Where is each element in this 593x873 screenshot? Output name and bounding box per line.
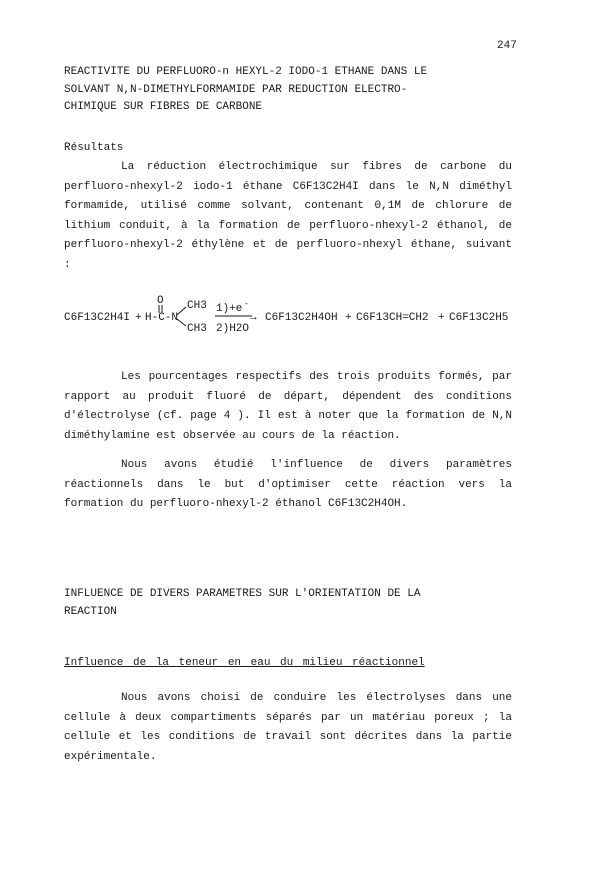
electron-charge: - bbox=[244, 300, 249, 309]
paragraph-percentages bbox=[64, 368, 512, 446]
document-title bbox=[64, 64, 427, 117]
title-line: SOLVANT N,N-DIMETHYLFORMAMIDE PAR REDUCTION ELECTRO- bbox=[64, 83, 408, 96]
paragraph-text: Les pourcentages respectifs des trois produits formés, par rapport au produit fluoré de départ, dépendent des conditions d'électrolyse (cf. page 4 ). Il est à noter que la formation de N,N diméthylamine est observée au cours de la réaction. bbox=[64, 371, 512, 442]
subsection-heading: Influence de la teneur en eau du milieu réactionnel bbox=[64, 657, 425, 669]
paragraph-text: La réduction électrochimique sur fibres de carbone du perfluoro-nhexyl-2 iodo-1 éthane C6F13C2H4I dans le N,N diméthyl formamide, utilisé comme solvant, contenant 0,1M de chlorure de lithium conduit, à la formation de perfluoro-nhexyl-2 éthanol, de perfluoro-nhexyl-2 éthylène et de perfluoro-nhexyl éthane, suivant : bbox=[64, 161, 512, 271]
methyl-group-top: CH3 bbox=[187, 300, 207, 312]
title-line: REACTIVITE DU PERFLUORO-n HEXYL-2 IODO-1 ETHANE DANS LE bbox=[64, 66, 428, 78]
product-alkane: C6F13C2H5 bbox=[449, 312, 509, 324]
reaction-scheme bbox=[64, 293, 524, 343]
paragraph-objective bbox=[64, 456, 512, 515]
resultats-heading: Résultats bbox=[64, 142, 124, 154]
condition-step-1: 1)+e bbox=[216, 303, 243, 315]
bond-line-bottom bbox=[177, 319, 186, 326]
page-number: 247 bbox=[497, 40, 517, 52]
paragraph-text: Nous avons étudié l'influence de divers paramètres réactionnels dans le but d'optimiser cette réaction vers la formation du perfluoro-nhexyl-2 éthanol C6F13C2H4OH. bbox=[64, 459, 512, 510]
section-heading-line: INFLUENCE DE DIVERS PARAMETRES SUR L'ORIENTATION DE LA bbox=[64, 588, 421, 600]
plus-sign: + bbox=[135, 312, 142, 324]
condition-step-2: 2)H2O bbox=[216, 323, 250, 335]
plus-sign: + bbox=[345, 312, 352, 324]
reactant-formula: C6F13C2H4I bbox=[64, 312, 131, 324]
arrow-head: → bbox=[250, 312, 257, 324]
plus-sign: + bbox=[438, 312, 445, 324]
dmf-formula: H-C-N bbox=[145, 312, 179, 324]
paragraph-method bbox=[64, 689, 512, 767]
reaction-equation bbox=[64, 293, 524, 343]
dmf-oxygen: O bbox=[157, 295, 164, 307]
paragraph-intro bbox=[64, 158, 512, 275]
section-heading-line: REACTION bbox=[64, 605, 117, 618]
section-heading bbox=[64, 586, 420, 621]
paragraph-text: Nous avons choisi de conduire les électrolyses dans une cellule à deux compartiments séparés par un matériau poreux ; la cellule et les conditions de travail sont décrites dans la partie expérimentale. bbox=[64, 692, 512, 763]
bond-line-top bbox=[177, 307, 186, 315]
product-alkene: C6F13CH=CH2 bbox=[356, 312, 429, 324]
product-alcohol: C6F13C2H4OH bbox=[265, 312, 338, 324]
methyl-group-bottom: CH3 bbox=[187, 323, 207, 335]
title-line: CHIMIQUE SUR FIBRES DE CARBONE bbox=[64, 101, 263, 113]
